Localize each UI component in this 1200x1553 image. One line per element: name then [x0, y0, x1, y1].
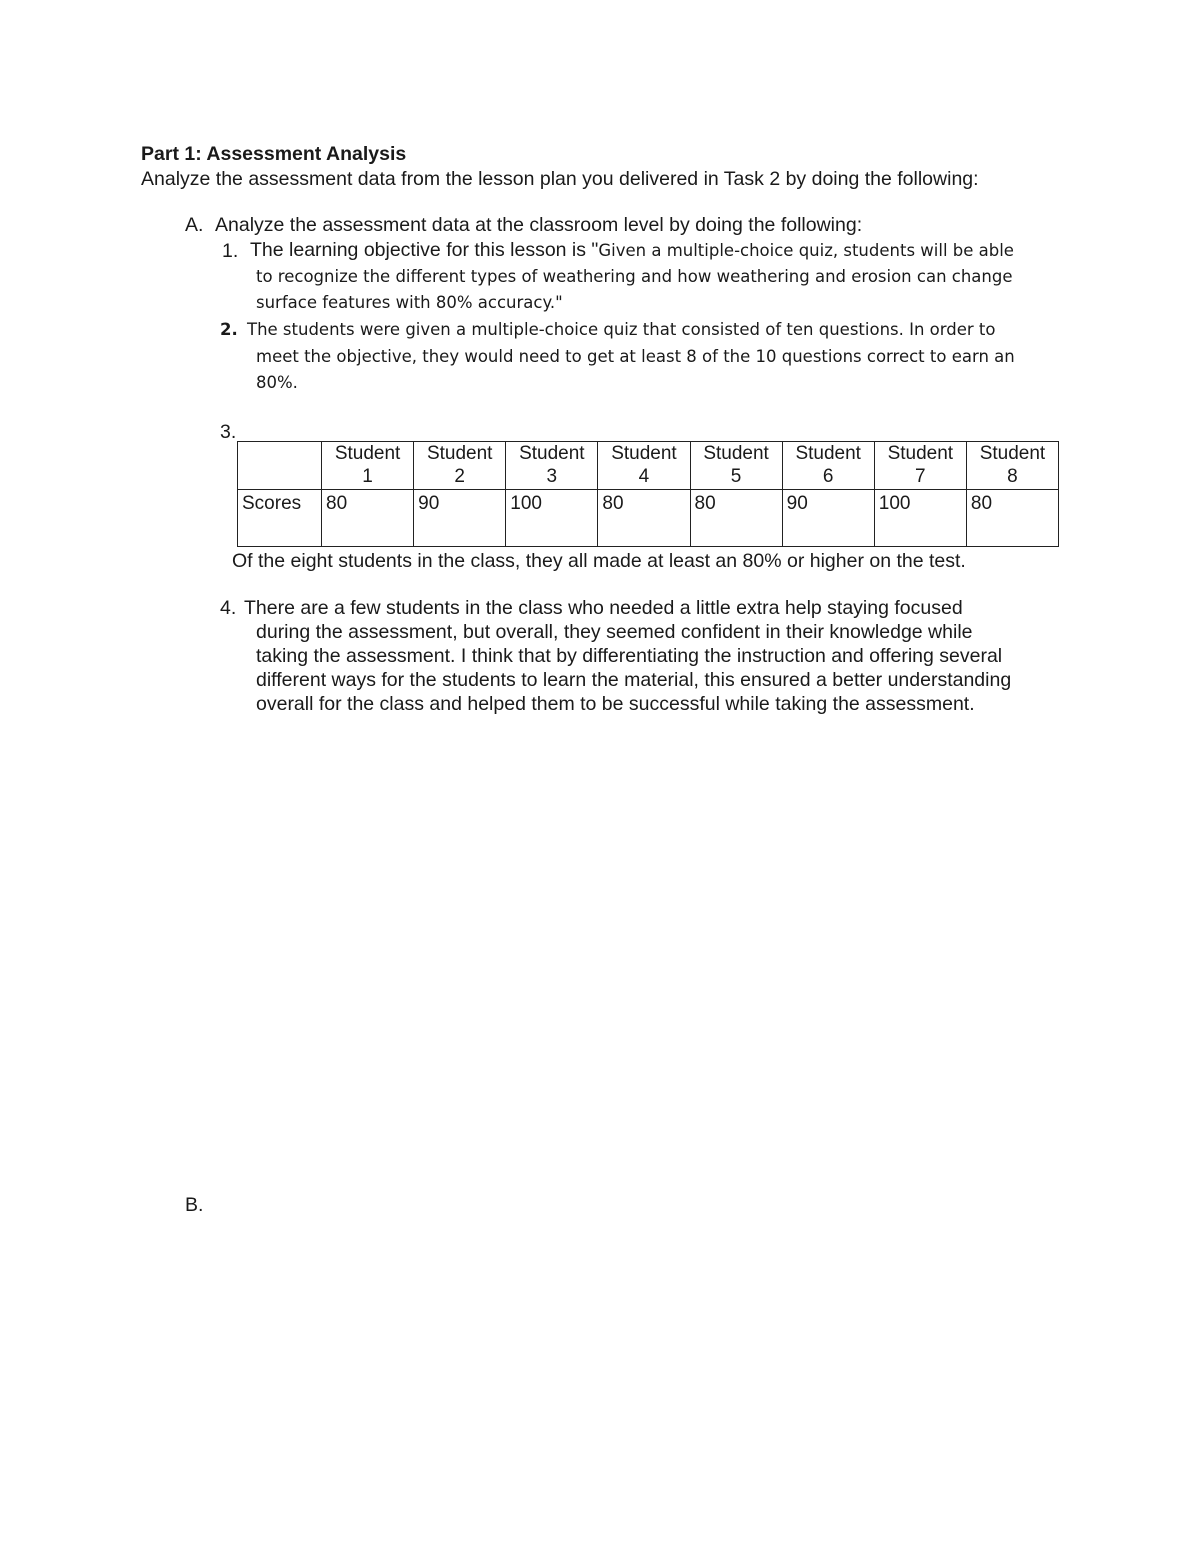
- score-cell: 90: [782, 490, 874, 547]
- score-cell: 80: [322, 490, 414, 547]
- item1-line2: to recognize the different types of weathering and how weathering and erosion can change: [256, 267, 1013, 286]
- item1-lead: The learning objective for this lesson is ": [250, 239, 599, 261]
- item4-line1: There are a few students in the class who needed a little extra help staying focused: [244, 597, 963, 619]
- table-header-cell: Student 4: [598, 442, 690, 490]
- item2-line1: The students were given a multiple-choice quiz that consisted of ten questions. In order to: [247, 320, 996, 339]
- table-header-cell: Student 1: [322, 442, 414, 490]
- item4-line2: during the assessment, but overall, they seemed confident in their knowledge while: [256, 621, 973, 643]
- table-row-label: Scores: [238, 490, 322, 547]
- item4-line5: overall for the class and helped them to be successful while taking the assessment.: [256, 693, 975, 715]
- score-cell: 100: [506, 490, 598, 547]
- item2-line2: meet the objective, they would need to get at least 8 of the 10 questions correct to earn an: [256, 347, 1015, 366]
- item1-line3: surface features with 80% accuracy.": [256, 293, 563, 312]
- item3-summary: Of the eight students in the class, they all made at least an 80% or higher on the test.: [232, 550, 966, 572]
- table-header-cell: Student 8: [966, 442, 1058, 490]
- score-cell: 80: [690, 490, 782, 547]
- item4-line4: different ways for the students to learn the material, this ensured a better understanding: [256, 669, 1012, 691]
- table-header-cell: Student 5: [690, 442, 782, 490]
- item1-marker: 1.: [222, 240, 239, 262]
- table-header-cell: Student 3: [506, 442, 598, 490]
- section-a-text: Analyze the assessment data at the classroom level by doing the following:: [215, 214, 863, 236]
- section-a-marker: A.: [185, 214, 204, 236]
- part-intro: Analyze the assessment data from the lesson plan you delivered in Task 2 by doing the following:: [141, 168, 979, 190]
- item3-marker: 3.: [220, 421, 237, 443]
- score-cell: 100: [874, 490, 966, 547]
- score-cell: 80: [598, 490, 690, 547]
- part-title-bold: Part 1:: [141, 143, 202, 165]
- item4-line3: taking the assessment. I think that by differentiating the instruction and offering several: [256, 645, 1003, 667]
- score-cell: 80: [966, 490, 1058, 547]
- section-b-marker: B.: [185, 1194, 204, 1216]
- table-header-cell: Student 2: [414, 442, 506, 490]
- table-header-row: [238, 442, 1059, 490]
- item2-marker: 2.: [220, 320, 238, 339]
- table-header-cell: Student 6: [782, 442, 874, 490]
- item1-first-line: [250, 238, 1014, 264]
- item1-line1: Given a multiple-choice quiz, students will be able: [598, 241, 1014, 260]
- table-header-cell: Student 7: [874, 442, 966, 490]
- score-cell: 90: [414, 490, 506, 547]
- scores-table: [237, 441, 1059, 547]
- table-row: [238, 490, 1059, 547]
- part-title-rest: Assessment Analysis: [206, 143, 407, 165]
- item4-marker: 4.: [220, 597, 237, 619]
- part-title: [141, 143, 406, 166]
- item2-line3: 80%.: [256, 373, 298, 392]
- table-corner-cell: [238, 442, 322, 490]
